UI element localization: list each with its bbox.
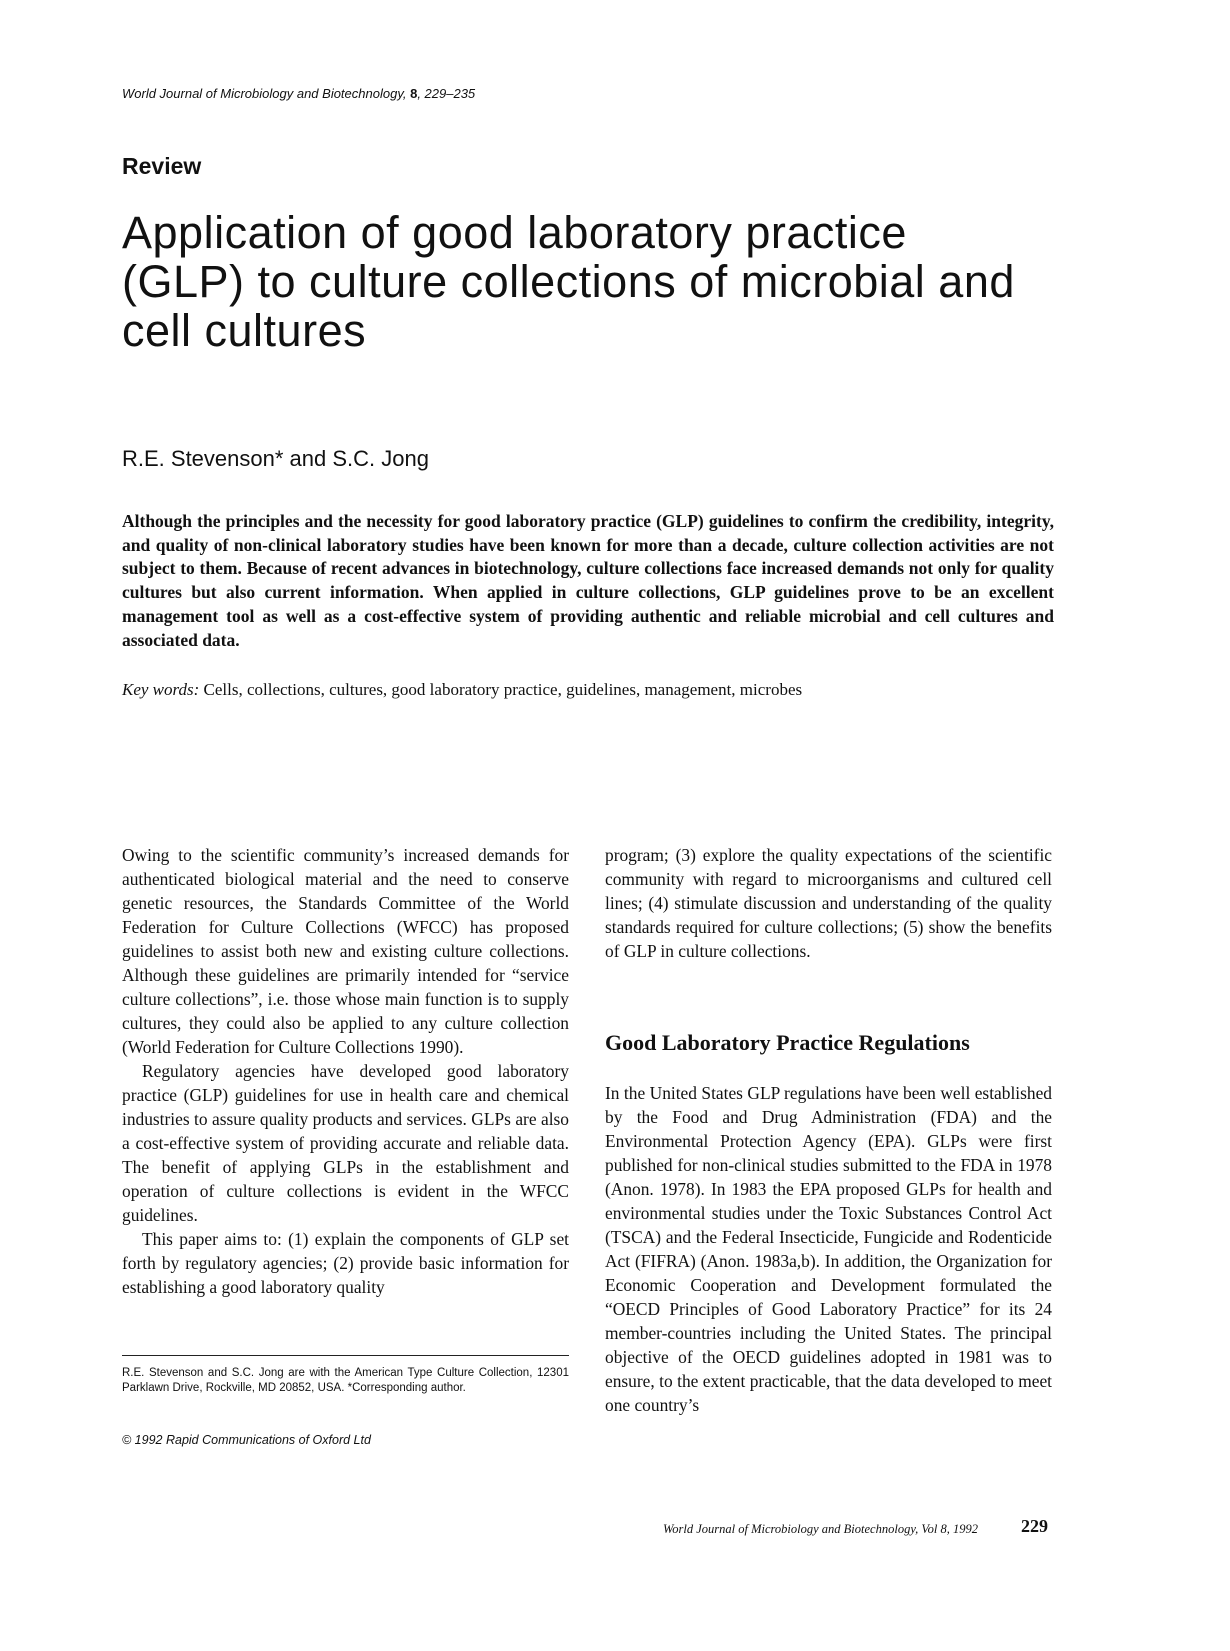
section-heading: Good Laboratory Practice Regulations [605, 1030, 970, 1055]
body-right-column-intro [605, 843, 1052, 963]
body-paragraph: program; (3) explore the quality expectations of the scientific community with regard to microorganisms and cultured cell lines; (4) stimulate discussion and understanding of the quality standards required for culture collections; (5) show the benefits of GLP in culture collections. [605, 845, 1052, 961]
authors: R.E. Stevenson* and S.C. Jong [122, 446, 429, 471]
footnote-divider [122, 1355, 569, 1356]
author-affiliation-footnote: R.E. Stevenson and S.C. Jong are with the American Type Culture Collection, 12301 Parklawn Drive, Rockville, MD 20852, USA. *Corresponding author. [122, 1367, 569, 1394]
running-header [122, 86, 475, 101]
article-type-label: Review [122, 153, 202, 179]
keywords [122, 680, 802, 700]
body-paragraph: In the United States GLP regulations have been well established by the Food and Drug Administration (FDA) and the Environmental Protection Agency (EPA). GLPs were first published for non-clinical studies submitted to the FDA in 1978 (Anon. 1978). In 1983 the EPA proposed GLPs for health and environmental studies under the Toxic Substances Control Act (TSCA) and the Federal Insecticide, Fungicide and Rodenticide Act (FIFRA) (Anon. 1983a,b). In addition, the Organization for Economic Cooperation and Development formulated the “OECD Principles of Good Laboratory Practice” for its 24 member-countries including the United States. The principal objective of the OECD guidelines adopted in 1981 was to ensure, to the extent practicable, that the data developed to meet one country’s [605, 1083, 1052, 1415]
journal-pages: , 229–235 [417, 86, 476, 101]
body-paragraph: This paper aims to: (1) explain the components of GLP set forth by regulatory agencies; (2) provide basic information for establishing a good laboratory quality [122, 1229, 569, 1297]
body-paragraph: Owing to the scientific community’s increased demands for authenticated biological material and the need to conserve genetic resources, the Standards Committee of the World Federation for Culture Collections (WFCC) has proposed guidelines to assist both new and existing culture collections. Although these guidelines are primarily intended for “service culture collections”, i.e. those whose main function is to supply cultures, they could also be applied to any culture collection (World Federation for Culture Collections 1990). [122, 845, 569, 1057]
keywords-text: Cells, collections, cultures, good laboratory practice, guidelines, management, microbes [199, 680, 803, 699]
body-right-column-section [605, 1081, 1052, 1417]
footer-journal: World Journal of Microbiology and Biotechnology, Vol 8, 1992 [663, 1522, 979, 1536]
article-title: Application of good laboratory practice (GLP) to culture collections of microbial and cell cultures [122, 207, 1015, 356]
journal-name: World Journal of Microbiology and Biotechnology, [122, 86, 407, 101]
body-paragraph: Regulatory agencies have developed good laboratory practice (GLP) guidelines for use in health care and chemical industries to assure quality products and services. GLPs are also a cost-effective system of providing accurate and reliable data. The benefit of applying GLPs in the establishment and operation of culture collections is evident in the WFCC guidelines. [122, 1061, 569, 1225]
copyright-notice: © 1992 Rapid Communications of Oxford Ltd [122, 1433, 371, 1447]
abstract: Although the principles and the necessity for good laboratory practice (GLP) guidelines to confirm the credibility, integrity, and quality of non-clinical laboratory studies have been known for more than a decade, culture collection activities are not subject to them. Because of recent advances in biotechnology, culture collections face increased demands not only for quality cultures but also current information. When applied in culture collections, GLP guidelines prove to be an excellent management tool as well as a cost-effective system of providing authentic and reliable microbial and cell cultures and associated data. [122, 511, 1054, 650]
body-left-column [122, 843, 569, 1299]
journal-volume: 8 [410, 86, 418, 101]
keywords-label: Key words: [122, 680, 200, 699]
page-number: 229 [1021, 1516, 1048, 1536]
